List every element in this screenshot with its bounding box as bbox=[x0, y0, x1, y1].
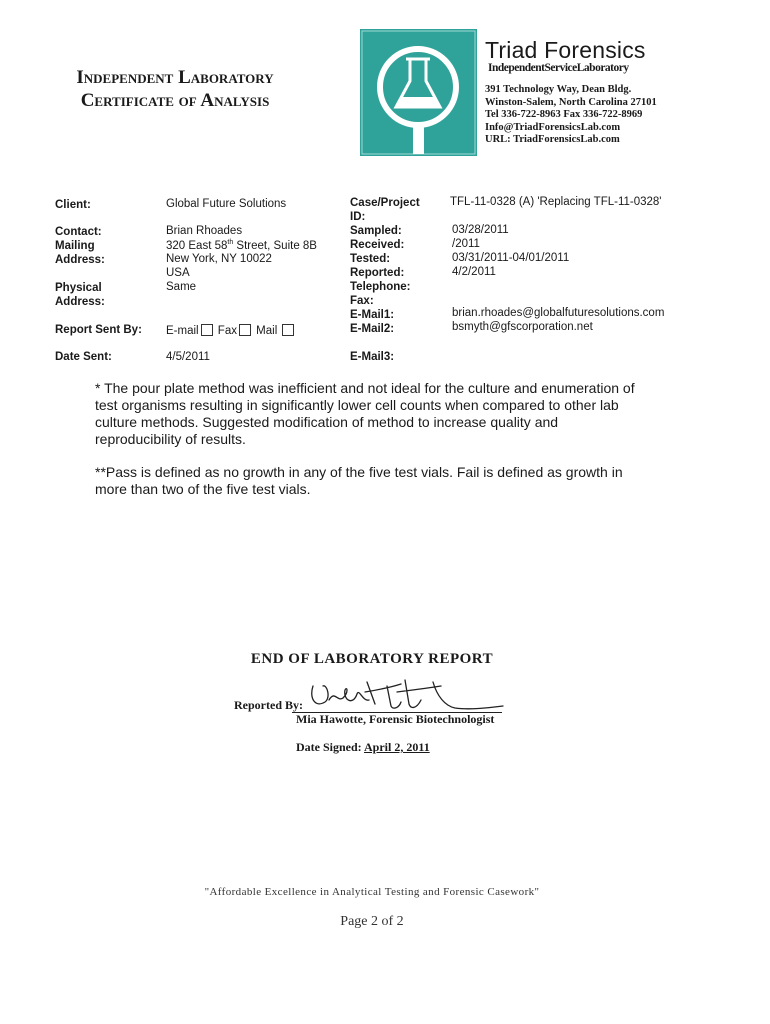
handwritten-signature bbox=[305, 672, 505, 716]
date-sent-label: Date Sent: bbox=[55, 351, 112, 363]
mailing-line-2: New York, NY 10022 bbox=[166, 253, 272, 265]
email2-value: bsmyth@gfscorporation.net bbox=[452, 321, 593, 333]
email-checkbox[interactable] bbox=[201, 324, 213, 336]
contact-label: Contact: bbox=[55, 226, 102, 238]
mailing-line-3: USA bbox=[166, 267, 190, 279]
email-option-label: E-mail bbox=[166, 325, 199, 337]
reported-by-label: Reported By: bbox=[234, 698, 303, 712]
address-line: Info@TriadForensicsLab.com bbox=[485, 121, 621, 133]
email1-label: E-Mail1: bbox=[350, 309, 395, 321]
lab-name: Triad Forensics bbox=[485, 37, 646, 63]
title-line-2: Certificate of Analysis bbox=[80, 90, 270, 111]
date-signed bbox=[296, 740, 430, 755]
tested-value: 03/31/2011-04/01/2011 bbox=[452, 252, 570, 264]
fax-label: Fax: bbox=[350, 295, 374, 307]
case-label: Case/Project bbox=[350, 197, 420, 209]
date-signed-value: April 2, 2011 bbox=[364, 740, 430, 754]
mailing-label-2: Address: bbox=[55, 254, 105, 266]
report-sent-options bbox=[166, 324, 296, 337]
email2-label: E-Mail2: bbox=[350, 323, 395, 335]
email1-value: brian.rhoades@globalfuturesolutions.com bbox=[452, 307, 665, 319]
physical-label: Physical bbox=[55, 282, 102, 294]
lab-subtitle: IndependentServiceLaboratory bbox=[488, 62, 629, 74]
reporter-name: Mia Hawotte, Forensic Biotechnologist bbox=[296, 712, 495, 726]
email3-label: E-Mail3: bbox=[350, 351, 395, 363]
received-label: Received: bbox=[350, 239, 405, 251]
title-line-1: Independent Laboratory bbox=[76, 67, 274, 88]
date-signed-label: Date Signed: bbox=[296, 740, 362, 754]
sampled-label: Sampled: bbox=[350, 225, 402, 237]
sampled-value: 03/28/2011 bbox=[452, 224, 509, 236]
end-of-report-heading: END OF LABORATORY REPORT bbox=[250, 651, 494, 667]
mailing-label: Mailing bbox=[55, 240, 95, 252]
address-line: URL: TriadForensicsLab.com bbox=[485, 134, 620, 145]
reported-label: Reported: bbox=[350, 267, 405, 279]
address-line: Winston-Salem, North Carolina 27101 bbox=[485, 96, 657, 108]
date-sent-value: 4/5/2011 bbox=[166, 351, 210, 363]
client-value: Global Future Solutions bbox=[166, 198, 287, 210]
physical-value: Same bbox=[166, 281, 197, 293]
case-value: TFL-11-0328 (A) 'Replacing TFL-11-0328' bbox=[450, 196, 662, 208]
certificate-title bbox=[50, 66, 300, 112]
contact-value: Brian Rhoades bbox=[166, 225, 243, 237]
fax-option-label: Fax bbox=[217, 325, 237, 337]
company-tagline: "Affordable Excellence in Analytical Testing and Forensic Casework" bbox=[204, 886, 540, 898]
address-line: Tel 336-722-8963 Fax 336-722-8969 bbox=[485, 109, 643, 120]
pour-plate-note: * The pour plate method was inefficient and not ideal for the culture and enumeration of test organisms resulting in significantly lower cell counts when compared to other lab culture methods. Suggested modification of method to increase quality and reproducibility of results. bbox=[95, 380, 635, 447]
mailing-line-1 bbox=[166, 239, 317, 252]
mail-option-label: Mail bbox=[256, 325, 278, 337]
page-number: Page 2 of 2 bbox=[340, 914, 404, 929]
address-line: 391 Technology Way, Dean Bldg. bbox=[485, 84, 632, 95]
report-sent-label: Report Sent By: bbox=[55, 324, 142, 336]
reported-value: 4/2/2011 bbox=[452, 266, 496, 278]
mailing-line-1-post: Street, Suite 8B bbox=[233, 239, 317, 252]
tested-label: Tested: bbox=[350, 253, 391, 265]
physical-label-2: Address: bbox=[55, 296, 105, 308]
client-label: Client: bbox=[55, 199, 91, 211]
lab-address bbox=[485, 84, 657, 147]
flask-magnifier-logo bbox=[360, 29, 477, 156]
case-label-2: ID: bbox=[350, 211, 366, 223]
fax-checkbox[interactable] bbox=[239, 324, 251, 336]
mailing-line-1-pre: 320 East 58 bbox=[166, 239, 228, 252]
mailing-line-1-sup: th bbox=[227, 239, 234, 246]
mail-checkbox[interactable] bbox=[282, 324, 294, 336]
pass-fail-note: **Pass is defined as no growth in any of the five test vials. Fail is defined as growth in more than two of the five test vials. bbox=[95, 464, 623, 497]
telephone-label: Telephone: bbox=[350, 281, 411, 293]
received-value: /2011 bbox=[452, 238, 480, 250]
